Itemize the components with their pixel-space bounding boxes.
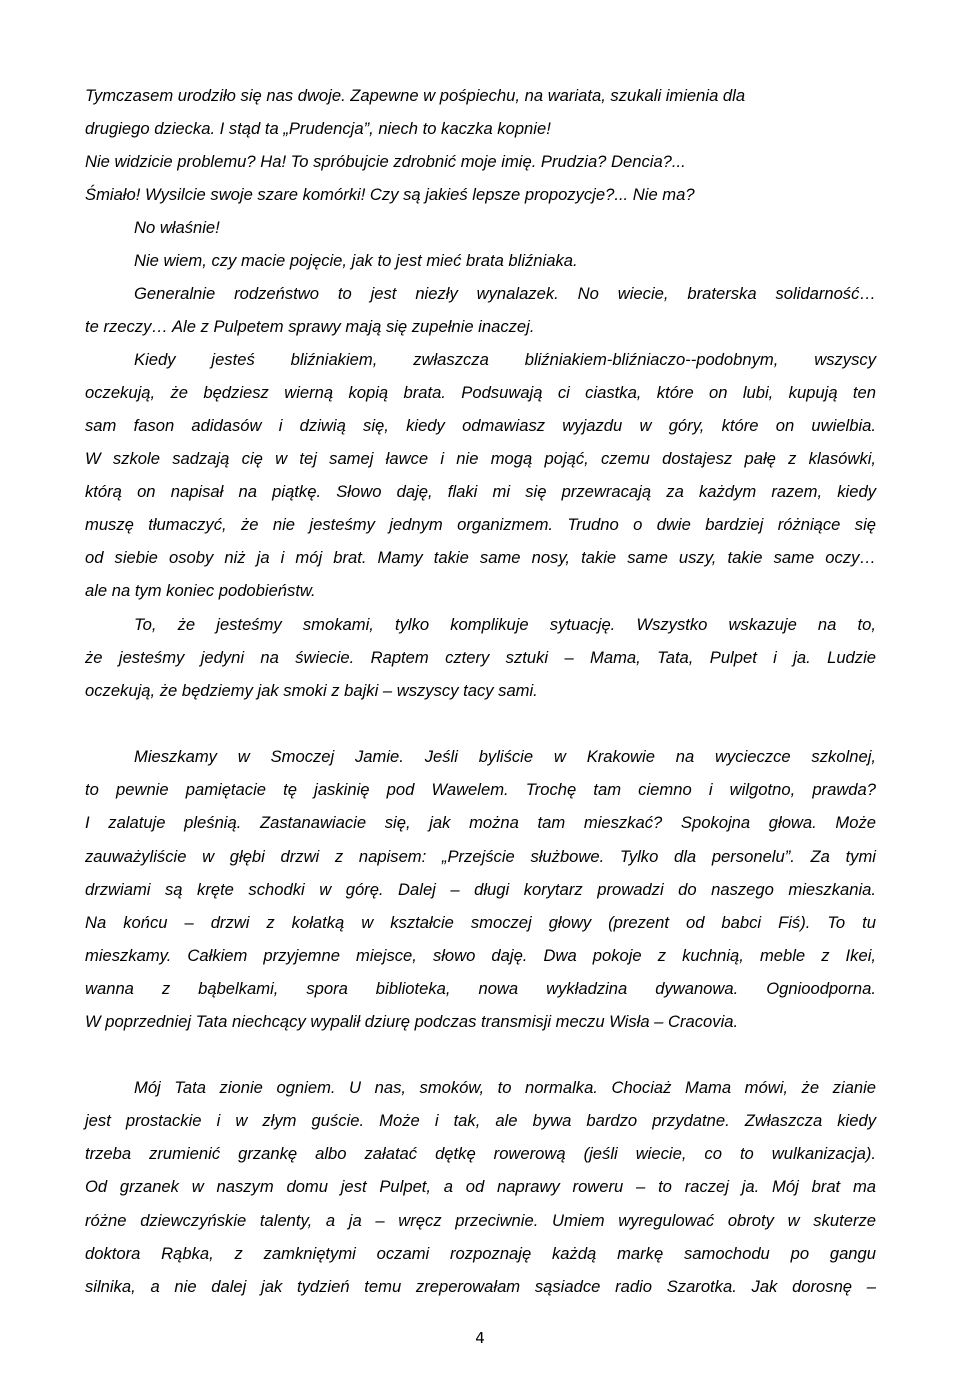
- text-line: doktora Rąbka, z zamkniętymi oczami rozpoznaję każdą markę samochodu po gangu: [85, 1244, 876, 1263]
- text-line: Generalnie rodzeństwo to jest niezły wynalazek. No wiecie, braterska solidarność…: [134, 284, 876, 303]
- text-line: Kiedy jesteś bliźniakiem, zwłaszcza bliźniakiem-bliźniaczo--podobnym, wszyscy: [134, 350, 876, 369]
- text-line: oczekują, że będziemy jak smoki z bajki – wszyscy tacy sami.: [85, 681, 538, 700]
- text-line: sam fason adidasów i dziwią się, kiedy odmawiasz wyjazdu w góry, które on uwielbia.: [85, 416, 876, 435]
- text-line: którą on napisał na piątkę. Słowo daję, flaki mi się przewracają za każdym razem, kiedy: [85, 482, 876, 501]
- text-line: Mieszkamy w Smoczej Jamie. Jeśli byliście w Krakowie na wycieczce szkolnej,: [134, 747, 876, 766]
- text-line: mieszkamy. Całkiem przyjemne miejsce, słowo daję. Dwa pokoje z kuchnią, meble z Ikei,: [85, 946, 876, 965]
- text-line: od siebie osoby niż ja i mój brat. Mamy takie same nosy, takie same uszy, takie same oczy…: [85, 548, 876, 567]
- text-line: drzwiami są kręte schodki w górę. Dalej – długi korytarz prowadzi do naszego mieszkania.: [85, 880, 876, 899]
- page-number: 4: [475, 1329, 485, 1347]
- text-line: No właśnie!: [134, 218, 220, 237]
- text-line: Śmiało! Wysilcie swoje szare komórki! Czy są jakieś lepsze propozycje?... Nie ma?: [85, 185, 695, 204]
- text-line: drugiego dziecka. I stąd ta „Prudencja”, niech to kaczka kopnie!: [85, 119, 551, 138]
- text-line: wanna z bąbelkami, spora biblioteka, nowa wykładzina dywanowa. Ognioodporna.: [85, 979, 876, 998]
- text-line: trzeba zrumienić grzankę albo załatać dętkę rowerową (jeśli wiecie, co to wulkanizacja).: [85, 1144, 876, 1163]
- text-line: Na końcu – drzwi z kołatką w kształcie smoczej głowy (prezent od babci Fiś). To tu: [85, 913, 876, 932]
- text-line: że jesteśmy jedyni na świecie. Raptem cztery sztuki – Mama, Tata, Pulpet i ja. Ludzie: [85, 648, 876, 667]
- text-line: jest prostackie i w złym guście. Może i tak, ale bywa bardzo przydatne. Zwłaszcza kiedy: [85, 1111, 876, 1130]
- text-line: zauważyliście w głębi drzwi z napisem: „Przejście służbowe. Tylko dla personelu”. Za tymi: [85, 847, 876, 866]
- text-line: te rzeczy… Ale z Pulpetem sprawy mają się zupełnie inaczej.: [85, 317, 535, 336]
- text-line: W szkole sadzają cię w tej samej ławce i nie mogą pojąć, czemu dostajesz pałę z klasówki,: [85, 449, 876, 468]
- text-line: muszę tłumaczyć, że nie jesteśmy jednym organizmem. Trudno o dwie bardziej różniące się: [85, 515, 876, 534]
- text-line: Od grzanek w naszym domu jest Pulpet, a od naprawy roweru – to raczej ja. Mój brat ma: [85, 1177, 876, 1196]
- text-line: silnika, a nie dalej jak tydzień temu zreperowałam sąsiadce radio Szarotka. Jak dorosnę –: [85, 1277, 876, 1296]
- text-line: W poprzedniej Tata niechcący wypalił dziurę podczas transmisji meczu Wisła – Cracovia.: [85, 1012, 739, 1031]
- text-line: Nie wiem, czy macie pojęcie, jak to jest mieć brata bliźniaka.: [134, 251, 578, 270]
- text-line: I zalatuje pleśnią. Zastanawiacie się, jak można tam mieszkać? Spokojna głowa. Może: [85, 813, 876, 832]
- text-line: Mój Tata zionie ogniem. U nas, smoków, to normalka. Chociaż Mama mówi, że zianie: [134, 1078, 876, 1097]
- text-line: To, że jesteśmy smokami, tylko komplikuje sytuację. Wszystko wskazuje na to,: [134, 615, 876, 634]
- text-line: Tymczasem urodziło się nas dwoje. Zapewne w pośpiechu, na wariata, szukali imienia dla: [85, 86, 746, 105]
- text-line: różne dziewczyńskie talenty, a ja – wręcz przeciwnie. Umiem wyregulować obroty w skuterze: [85, 1211, 876, 1230]
- text-line: to pewnie pamiętacie tę jaskinię pod Wawelem. Trochę tam ciemno i wilgotno, prawda?: [85, 780, 876, 799]
- text-line: oczekują, że będziesz wierną kopią brata. Podsuwają ci ciastka, które on lubi, kupują ten: [85, 383, 876, 402]
- text-line: ale na tym koniec podobieństw.: [85, 581, 316, 600]
- text-line: Nie widzicie problemu? Ha! To spróbujcie zdrobnić moje imię. Prudzia? Dencia?...: [85, 152, 686, 171]
